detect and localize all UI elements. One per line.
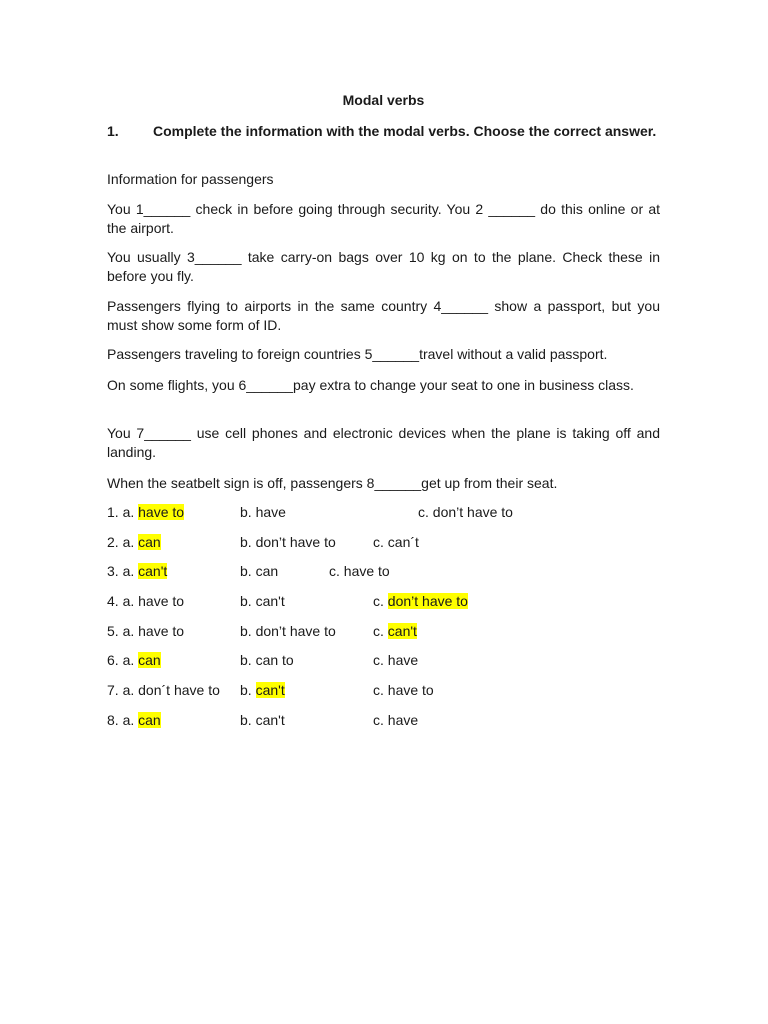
option-c-text: have [387,712,419,728]
option-a-label: 8. a. [107,712,139,728]
option-a-label: 2. a. [107,534,139,550]
option-c-label: c. [373,682,388,698]
option-a-text: have to [138,623,185,639]
page-title: Modal verbs [342,92,425,108]
option-a [107,710,161,730]
option-c-text: don’t have to [432,504,513,520]
option-c [329,561,390,581]
option-c [373,710,418,730]
option-a-label: 5. a. [107,623,139,639]
option-a-label: 7. a. [107,682,139,698]
question-paragraph-6: You 7______ use cell phones and electronic devices when the plane is taking off and landing. [107,425,660,460]
answer-row [107,621,660,641]
option-c-label: c. [373,712,388,728]
option-c-text: have [387,652,419,668]
option-a [107,591,184,611]
question-paragraph-4: Passengers traveling to foreign countries 5______travel without a valid passport. [107,346,608,362]
option-a [107,502,184,522]
exercise-instruction [107,122,660,140]
option-c [373,680,434,700]
instruction-text: Complete the information with the modal verbs. Choose the correct answer. [153,123,657,139]
option-b-label: b. [240,593,256,609]
exercise-number: 1. [107,123,119,139]
option-b [240,502,286,522]
option-a-text: can [138,652,161,668]
option-c [373,591,468,611]
option-c [373,650,418,670]
option-b [240,680,285,700]
option-b-label: b. [240,682,256,698]
option-a-text: have to [138,504,185,520]
option-b-text: don’t have to [255,623,336,639]
option-b-text: can't [255,593,285,609]
option-b [240,621,336,641]
option-b [240,710,285,730]
option-b-label: b. [240,652,256,668]
option-a [107,532,161,552]
option-a-label: 1. a. [107,504,139,520]
option-a-label: 6. a. [107,652,139,668]
option-a [107,680,220,700]
option-c-label: c. [373,534,388,550]
option-a-label: 3. a. [107,563,139,579]
option-a-text: don´t have to [138,682,220,698]
option-c-label: c. [373,623,388,639]
option-c-text: can't [387,623,417,639]
option-c-label: c. [373,652,388,668]
option-b-text: have [255,504,286,520]
option-b [240,650,294,670]
option-a [107,561,167,581]
option-c [418,502,513,522]
option-a-label: 4. a. [107,593,139,609]
section-heading: Information for passengers [107,171,274,187]
option-a [107,650,161,670]
option-a-text: can't [138,563,168,579]
option-c-label: c. [373,593,388,609]
option-c-text: have to [343,563,390,579]
answer-row [107,680,660,700]
question-paragraph-1: You 1______ check in before going through security. You 2 ______ do this online or at the airport. [107,201,660,236]
option-a-text: have to [138,593,185,609]
question-paragraph-3: Passengers flying to airports in the same country 4______ show a passport, but you must show some form of ID. [107,298,660,333]
option-c-label: c. [329,563,344,579]
option-c-text: don’t have to [387,593,468,609]
option-b-text: can't [255,682,285,698]
answer-row [107,532,660,552]
answer-row [107,502,660,522]
question-paragraph-5: On some flights, you 6______pay extra to change your seat to one in business class. [107,377,634,393]
option-b-text: can [255,563,279,579]
option-c-text: can´t [387,534,419,550]
question-paragraph-7: When the seatbelt sign is off, passengers 8______get up from their seat. [107,475,558,491]
option-b-text: can't [255,712,285,728]
answer-row [107,650,660,670]
option-b-label: b. [240,712,256,728]
option-a [107,621,184,641]
option-b [240,561,278,581]
option-a-text: can [138,712,161,728]
option-b-text: don’t have to [255,534,336,550]
option-b-label: b. [240,563,256,579]
answer-row [107,591,660,611]
option-b-label: b. [240,534,256,550]
option-b [240,591,285,611]
option-b-label: b. [240,504,256,520]
answer-row [107,561,660,581]
option-a-text: can [138,534,161,550]
option-c-text: have to [387,682,434,698]
option-b-text: can to [255,652,294,668]
option-b [240,532,336,552]
option-c [373,621,417,641]
answer-row [107,710,660,730]
question-paragraph-2: You usually 3______ take carry-on bags over 10 kg on to the plane. Check these in before you fly. [107,249,660,284]
option-b-label: b. [240,623,256,639]
option-c-label: c. [418,504,433,520]
option-c [373,532,419,552]
